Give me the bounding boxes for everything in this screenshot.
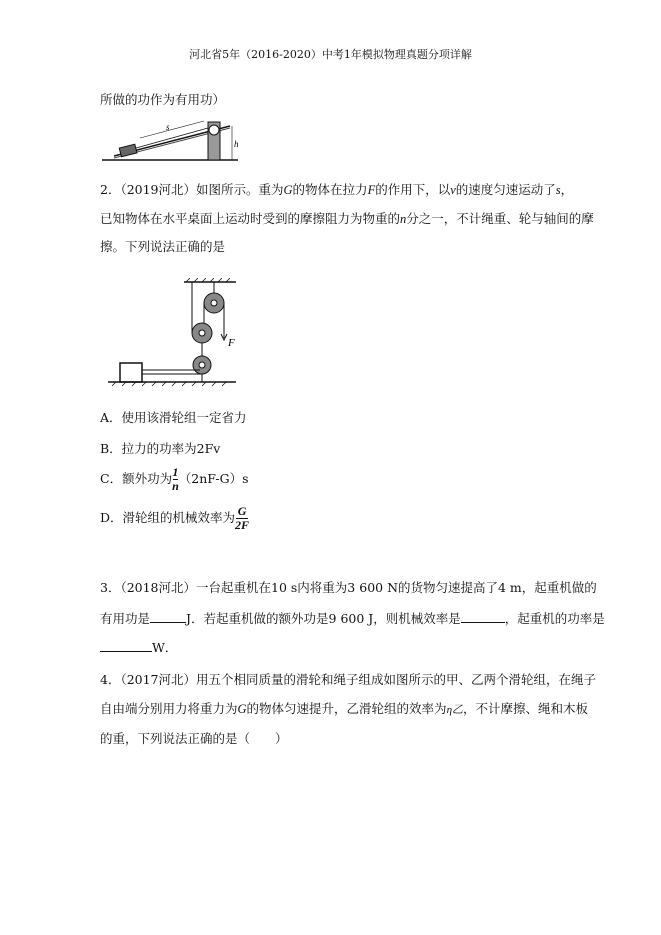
answer-blank-power[interactable] (100, 639, 152, 652)
q3-line3: W． (100, 638, 177, 656)
incline-s-label: s (166, 122, 170, 132)
incline-figure (100, 110, 240, 165)
q4-line1: 4．（2017河北）用五个相同质量的滑轮和绳子组成如图所示的甲、乙两个滑轮组，在绳子 (100, 672, 597, 687)
q2-option-c: C．额外功为$\frac{1}{n}(2nF-G)s$ (100, 465, 249, 493)
page-header: 河北省5年（2016-2020）中考1年模拟物理真题分项详解 (189, 48, 472, 61)
answer-blank-useful-work[interactable] (150, 610, 186, 623)
q2-line3: 擦。下列说法正确的是 (100, 239, 226, 254)
q3-line1: 3．（2018河北）一台起重机在10 s内将重为3 600 N的货物匀速提高了4 m，起重机做的 (100, 580, 597, 595)
incline-h-label: h (234, 139, 239, 149)
fraction-1-over-n: $\frac{1}{n}$ (172, 465, 179, 493)
pulley-F-label: F (228, 337, 235, 349)
pulley-figure (106, 278, 246, 390)
q2-option-a: A．使用该滑轮组一定省力 (100, 410, 247, 425)
q3-line2: 有用功是 J．若起重机做的额外功是9 600 J，则机械效率是 ，起重机的功率是 (100, 611, 605, 626)
q4-line3: 的重，下列说法正确的是（ ） (100, 731, 288, 746)
q4-line2: 自由端分别用力将重力为G的物体匀速提升，乙滑轮组的效率为η乙，不计摩擦、绳和木板 (100, 701, 589, 716)
intro-line: 所做的功作为有用功） (100, 92, 226, 107)
q2-option-d: D．滑轮组的机械效率为$\frac{G}{2F}$ (100, 504, 250, 532)
answer-blank-efficiency[interactable] (461, 610, 505, 623)
q2-line1: 2．（2019河北）如图所示。重为G的物体在拉力F的作用下，以v的速度匀速运动了s， (100, 182, 574, 197)
fraction-G-over-2F: $\frac{G}{2F}$ (235, 504, 250, 532)
q2-option-b: B．拉力的功率为2Fv (100, 441, 221, 456)
q2-line2: 已知物体在水平桌面上运动时受到的摩擦阻力为物重的n分之一，不计绳重、轮与轴间的摩 (100, 211, 594, 226)
